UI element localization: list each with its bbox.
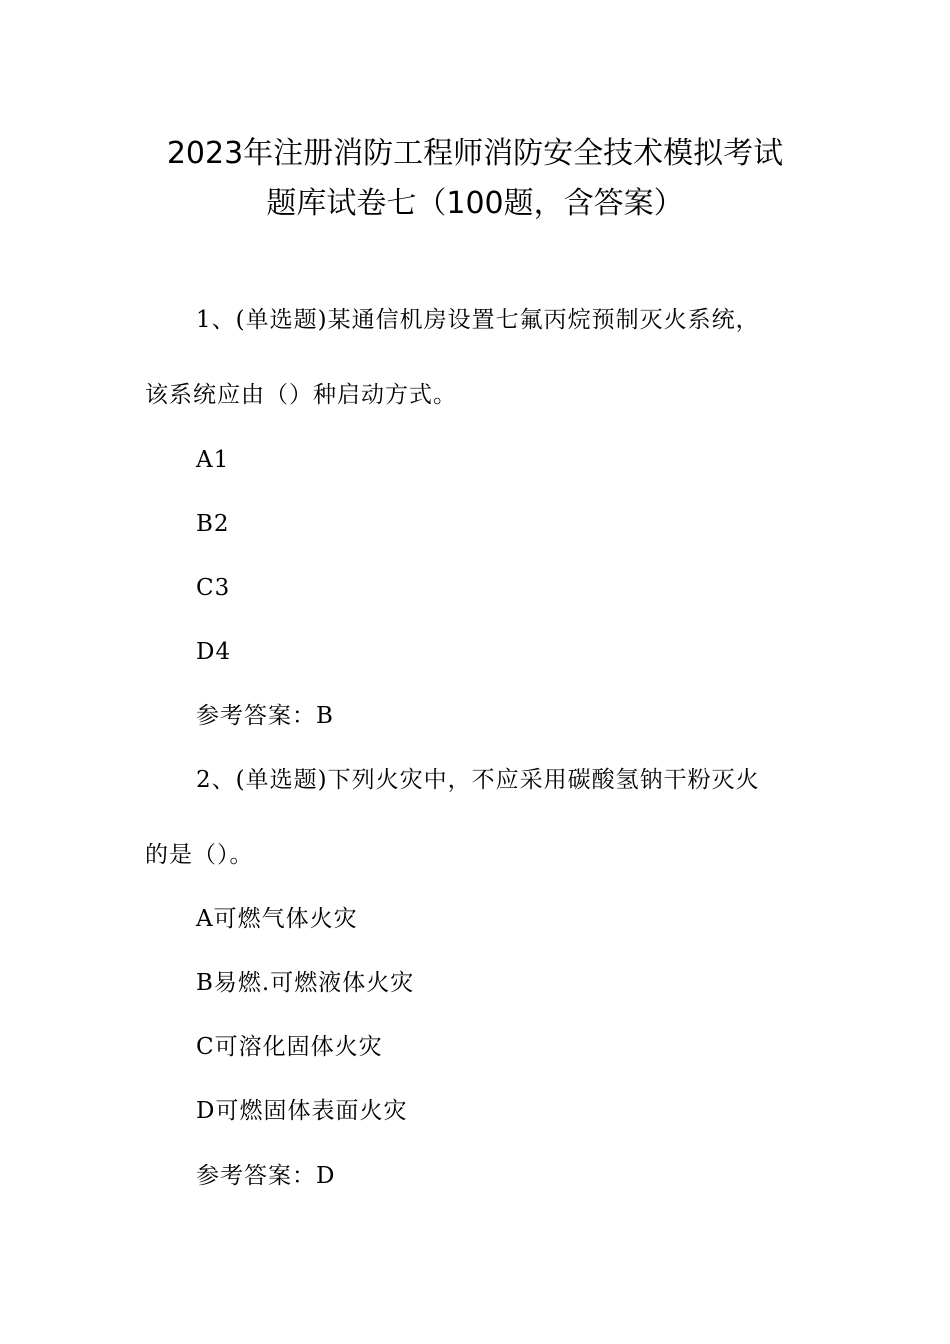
question-1-option-d: D4 — [196, 639, 232, 665]
question-1-answer: 参考答案：B — [196, 703, 334, 729]
question-2-answer: 参考答案：D — [196, 1163, 336, 1189]
document-title-line-2: 题库试卷七（100题，含答案） — [266, 186, 684, 221]
question-1-stem-line-1: 1、(单选题)某通信机房设置七氟丙烷预制灭火系统， — [196, 307, 760, 333]
question-2-option-c: C可溶化固体火灾 — [196, 1034, 383, 1060]
question-2-stem-line-1: 2、(单选题)下列火灾中，不应采用碳酸氢钠干粉灭火 — [196, 767, 760, 793]
question-2-option-d: D可燃固体表面火灾 — [196, 1098, 408, 1124]
question-1-stem-line-2: 该系统应由（）种启动方式。 — [145, 382, 457, 408]
question-1-option-b: B2 — [196, 511, 230, 537]
question-2-option-a: A可燃气体火灾 — [196, 906, 358, 932]
question-1-option-a: A1 — [196, 447, 230, 473]
document-title-line-1: 2023年注册消防工程师消防安全技术模拟考试 — [166, 136, 784, 171]
question-2-stem-line-2: 的是（）。 — [145, 842, 254, 868]
question-1-option-c: C3 — [196, 575, 231, 601]
question-2-option-b: B易燃.可燃液体火灾 — [196, 970, 415, 996]
